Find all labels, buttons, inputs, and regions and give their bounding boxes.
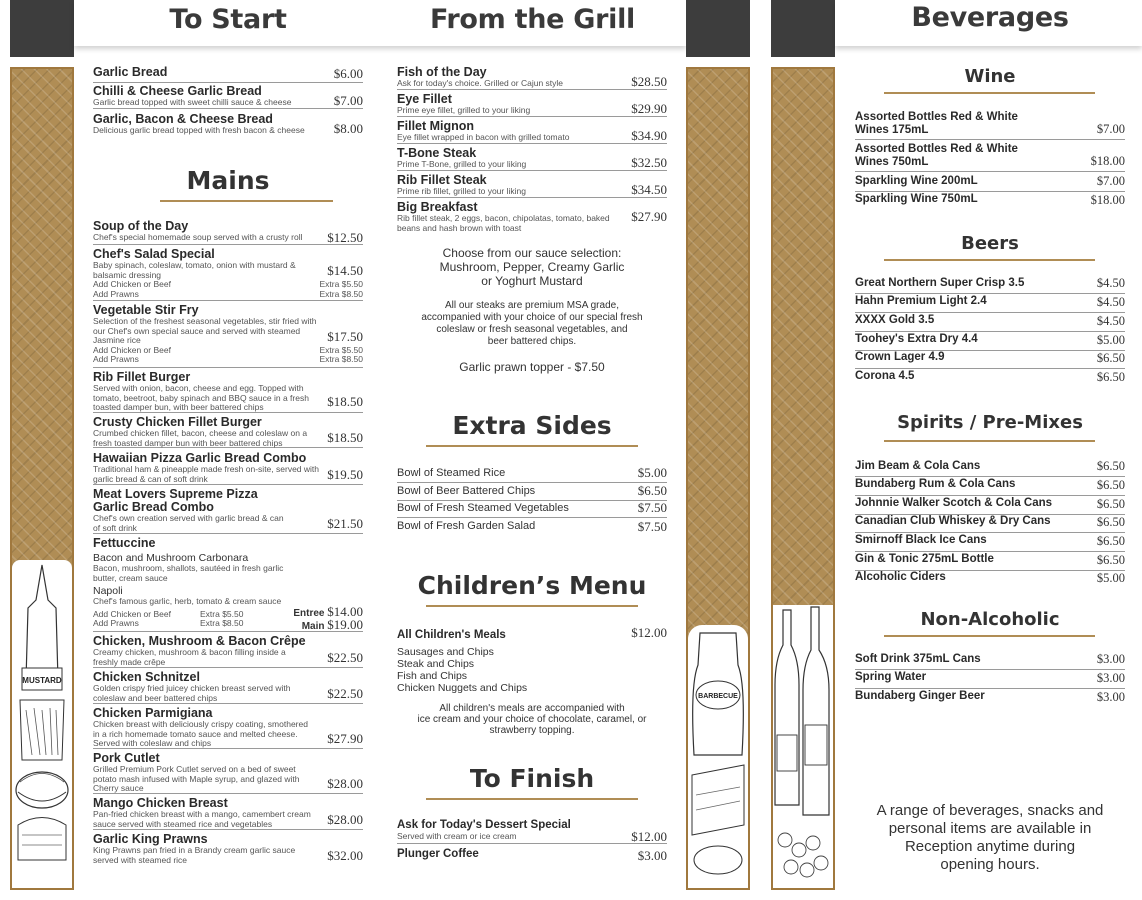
bev-name: Assorted Bottles Red & White Wines 750mL: [855, 143, 1018, 168]
item-name: Meat Lovers Supreme Pizza Garlic Bread Combo: [93, 487, 258, 514]
bev-name: Canadian Club Whiskey & Dry Cans: [855, 515, 1051, 527]
menu-item: [93, 797, 363, 830]
wine-bottles-illustration: [773, 605, 833, 888]
child-meal-item: Steak and Chips: [397, 658, 475, 670]
bev-name: Smirnoff Black Ice Cans: [855, 534, 987, 546]
child-meal-item: Sausages and Chips: [397, 646, 494, 658]
item-price: $22.50: [327, 686, 363, 701]
addon-row: Add Prawns Extra $8.50: [93, 618, 244, 628]
bev-name: Jim Beam & Cola Cans: [855, 460, 981, 472]
item-price: $3.00: [637, 848, 667, 863]
side-item: [397, 465, 667, 483]
item-price: $32.50: [631, 155, 667, 170]
side-item: [397, 518, 667, 536]
bev-price: $5.00: [1096, 571, 1125, 585]
bev-name: Bundaberg Ginger Beer: [855, 690, 985, 702]
bev-name: Sparkling Wine 750mL: [855, 193, 978, 205]
item-name: Pork Cutlet: [93, 751, 160, 765]
beer-item: [855, 295, 1125, 313]
beer-item: [855, 314, 1125, 332]
item-name: Chicken, Mushroom & Bacon Crêpe: [93, 634, 306, 648]
spirit-item: [855, 515, 1125, 533]
item-desc: Creamy chicken, mushroom & bacon filling inside a freshly made crêpe: [93, 647, 286, 667]
item-name: Fettuccine: [93, 536, 156, 550]
item-desc: Chicken breast with deliciously crispy coating, smothered in a rich homemade tomato sauce and melted cheese. Served with coleslaw and chips: [93, 719, 308, 748]
item-name: Soup of the Day: [93, 219, 189, 233]
menu-item: [93, 416, 363, 448]
wine-item: [855, 111, 1125, 140]
beers-title: Beers: [961, 233, 1019, 254]
bev-price: $3.00: [1096, 652, 1125, 666]
bbq-bottle-illustration: [688, 625, 748, 888]
svg-text:MUSTARD: MUSTARD: [22, 676, 62, 685]
mains-underline: [160, 200, 333, 202]
item-price: $8.00: [333, 121, 363, 136]
menu-item: [93, 304, 363, 368]
item-name: Mango Chicken Breast: [93, 796, 228, 810]
item-price: $21.50: [327, 516, 363, 531]
mustard-bottle-illustration: [12, 560, 72, 888]
bev-price: $7.00: [1096, 122, 1125, 136]
addon-row: Add Chicken or Beef Extra $5.50: [93, 344, 363, 355]
spirits-underline: [884, 440, 1095, 442]
menu-item: [93, 833, 363, 866]
item-price: $29.90: [631, 101, 667, 116]
bev-price: $4.50: [1096, 276, 1125, 290]
item-price: $19.50: [327, 467, 363, 482]
header-dark-block-right: [771, 0, 835, 57]
item-price: $12.00: [631, 625, 667, 640]
item-desc: Grilled Premium Pork Cutlet served on a bed of sweet potato mash infused with Maple syrup, and glazed with Cherry sauce: [93, 764, 300, 793]
item-name: Crusty Chicken Fillet Burger: [93, 415, 262, 429]
item-desc: Ask for today's choice. Grilled or Cajun style: [397, 78, 564, 88]
beverages-header: Beverages: [911, 2, 1069, 33]
spirit-item: [855, 534, 1125, 552]
bev-price: $7.00: [1096, 174, 1125, 188]
bev-name: Toohey's Extra Dry 4.4: [855, 333, 978, 345]
entree-price-row: Entree $14.00: [293, 604, 363, 619]
item-desc: Chef's famous garlic, herb, tomato & cream sauce: [93, 596, 282, 606]
side-name: Bowl of Steamed Rice: [397, 467, 506, 479]
menu-item: [93, 635, 363, 668]
non-alcoholic-title: Non-Alcoholic: [920, 609, 1060, 630]
bev-name: Alcoholic Ciders: [855, 571, 946, 583]
item-desc: Garlic bread topped with sweet chilli sauce & cheese: [93, 97, 292, 107]
non-alcoholic-underline: [884, 635, 1095, 637]
spirit-item: [855, 497, 1125, 515]
beer-item: [855, 333, 1125, 351]
steak-note: All our steaks are premium MSA grade, accompanied with your choice of our special fresh coleslaw or fresh seasonal vegetables, and beer battered chips.: [421, 300, 643, 347]
menu-item: [397, 819, 667, 844]
from-the-grill-header: From the Grill: [430, 4, 635, 35]
beer-item: [855, 277, 1125, 294]
all-childrens-meals: [397, 625, 667, 641]
item-price: $22.50: [327, 650, 363, 665]
mains-title: Mains: [186, 166, 270, 195]
item-name: Plunger Coffee: [397, 848, 479, 860]
wine-underline: [884, 92, 1095, 94]
bev-name: Johnnie Walker Scotch & Cola Cans: [855, 497, 1053, 509]
menu-item: [397, 174, 667, 198]
bev-name: Assorted Bottles Red & White Wines 175mL: [855, 111, 1018, 136]
non-alc-item: [855, 653, 1125, 670]
beers-underline: [884, 259, 1095, 261]
child-meal-item: Chicken Nuggets and Chips: [397, 682, 528, 694]
spirit-item: [855, 478, 1125, 496]
bev-name: Sparkling Wine 200mL: [855, 175, 978, 187]
menu-item: [397, 201, 667, 234]
bev-name: XXXX Gold 3.5: [855, 314, 935, 326]
item-name: Vegetable Stir Fry: [93, 303, 199, 317]
item-price: $7.00: [333, 93, 363, 108]
child-meal-item: Fish and Chips: [397, 670, 468, 682]
menu-item: [93, 220, 363, 245]
item-desc: Bacon, mushroom, shallots, sautéed in fresh garlic butter, cream sauce: [93, 563, 284, 583]
item-name: Chicken Parmigiana: [93, 706, 213, 720]
item-desc: Crumbed chicken fillet, bacon, cheese and coleslaw on a fresh toasted damper bun with beer battered chips: [93, 428, 308, 448]
menu-item: [93, 113, 363, 137]
item-desc: Served with cream or ice cream: [397, 831, 517, 841]
item-desc: Traditional ham & pineapple made fresh on-site, served with garlic bread & can of soft drink: [93, 464, 319, 484]
extra-sides-underline: [426, 445, 638, 447]
menu-item: [93, 752, 363, 794]
item-name: Eye Fillet: [397, 92, 452, 106]
wine-sketch-icon: [773, 605, 833, 888]
header-dark-block-left: [10, 0, 74, 57]
item-name: Rib Fillet Steak: [397, 173, 487, 187]
reception-note: A range of beverages, snacks and personal items are available in Reception anytime during opening hours.: [876, 802, 1104, 873]
childrens-menu-underline: [426, 605, 638, 607]
item-price: $34.90: [631, 128, 667, 143]
item-desc: King Prawns pan fried in a Brandy cream garlic sauce served with steamed rice: [93, 845, 296, 865]
bev-price: $6.50: [1096, 478, 1125, 492]
prawn-topper: Garlic prawn topper - $7.50: [459, 360, 605, 374]
item-name: Hawaiian Pizza Garlic Bread Combo: [93, 451, 307, 465]
item-name: Fillet Mignon: [397, 119, 475, 133]
beer-item: [855, 370, 1125, 387]
side-item: [397, 500, 667, 518]
side-name: Bowl of Fresh Steamed Vegetables: [397, 502, 569, 514]
item-price: $28.50: [631, 74, 667, 89]
item-price: $18.50: [327, 394, 363, 409]
spirit-item: [855, 553, 1125, 571]
spirit-item: [855, 571, 1125, 588]
fettuccine-option-2: Napoli: [93, 585, 123, 597]
bev-price: $6.50: [1096, 534, 1125, 548]
childrens-items-list: [397, 646, 667, 694]
spirits-title: Spirits / Pre-Mixes: [897, 412, 1083, 433]
item-desc: Baby spinach, coleslaw, tomato, onion with mustard & balsamic dressing: [93, 260, 296, 280]
wine-item: [855, 193, 1125, 210]
menu-item: [93, 488, 363, 534]
item-desc: Eye fillet wrapped in bacon with grilled tomato: [397, 132, 570, 142]
bev-price: $18.00: [1090, 154, 1125, 168]
bev-price: $4.50: [1096, 295, 1125, 309]
item-name: Ask for Today's Dessert Special: [397, 819, 571, 831]
bev-price: $5.00: [1096, 333, 1125, 347]
side-price: $6.50: [637, 483, 667, 498]
item-desc: Served with onion, bacon, cheese and egg. Topped with tomato, beetroot, baby spinach and BBQ sauce in a fresh toasted damper bun, with beer battered chips: [93, 383, 309, 412]
item-price: $27.90: [631, 209, 667, 224]
side-item: [397, 483, 667, 501]
beer-item: [855, 351, 1125, 369]
side-name: Bowl of Fresh Garden Salad: [397, 520, 536, 532]
addon-row: Add Prawns Extra $8.50: [93, 354, 363, 364]
item-name: T-Bone Steak: [397, 146, 477, 160]
non-alc-item: [855, 671, 1125, 689]
item-name: Garlic Bread: [93, 65, 168, 79]
menu-item: [397, 120, 667, 144]
item-name: Chilli & Cheese Garlic Bread: [93, 84, 262, 98]
bev-price: $6.50: [1096, 351, 1125, 365]
menu-item: [93, 707, 363, 749]
bev-price: $6.50: [1096, 497, 1125, 511]
menu-item: [397, 66, 667, 90]
svg-text:BARBECUE: BARBECUE: [698, 693, 738, 700]
bev-price: $6.50: [1096, 370, 1125, 384]
item-desc: Chef's own creation served with garlic bread & can of soft drink: [93, 513, 284, 533]
bev-name: Soft Drink 375mL Cans: [855, 653, 981, 665]
side-price: $5.00: [637, 465, 667, 480]
bev-price: $18.00: [1090, 193, 1125, 207]
spirit-item: [855, 460, 1125, 477]
bev-price: $3.00: [1096, 671, 1125, 685]
item-name: Rib Fillet Burger: [93, 370, 191, 384]
bev-name: Great Northern Super Crisp 3.5: [855, 277, 1025, 289]
bev-name: Hahn Premium Light 2.4: [855, 295, 987, 307]
bbq-sketch-icon: [688, 625, 748, 888]
menu-item: [93, 452, 363, 485]
side-name: Bowl of Beer Battered Chips: [397, 485, 536, 497]
item-price: $6.00: [333, 66, 363, 81]
non-alc-item: [855, 690, 1125, 707]
menu-item: [93, 85, 363, 109]
bev-name: Gin & Tonic 275mL Bottle: [855, 553, 994, 565]
item-name: Fish of the Day: [397, 65, 487, 79]
menu-item: [93, 66, 363, 83]
sauce-selection: Choose from our sauce selection: Mushroom, Pepper, Creamy Garlic or Yoghurt Mustard: [439, 246, 625, 288]
menu-item: [93, 671, 363, 704]
addon-row: Add Chicken or Beef Extra $5.50: [93, 279, 363, 289]
item-price: $34.50: [631, 182, 667, 197]
item-desc: Prime rib fillet, grilled to your liking: [397, 186, 526, 196]
wine-item: [855, 175, 1125, 192]
item-name: Chef's Salad Special: [93, 247, 215, 261]
header-dark-block-mid: [686, 0, 750, 57]
side-price: $7.50: [637, 500, 667, 515]
side-price: $7.50: [637, 519, 667, 534]
bev-price: $6.50: [1096, 553, 1125, 567]
item-price: $32.00: [327, 848, 363, 863]
extra-sides-title: Extra Sides: [452, 411, 612, 440]
item-name: Chicken Schnitzel: [93, 670, 200, 684]
wine-item: [855, 143, 1125, 172]
item-price: $14.50: [327, 263, 363, 278]
item-desc: Rib fillet steak, 2 eggs, bacon, chipolatas, tomato, baked beans and hash brown with toast: [397, 213, 610, 233]
wine-title: Wine: [964, 66, 1016, 87]
item-price: $18.50: [327, 430, 363, 445]
item-desc: Chef's special homemade soup served with a crusty roll: [93, 232, 303, 242]
fettuccine-item: [93, 537, 363, 632]
item-desc: Prime T-Bone, grilled to your liking: [397, 159, 527, 169]
item-name: All Children's Meals: [397, 629, 506, 641]
bev-name: Crown Lager 4.9: [855, 351, 945, 363]
item-price: $17.50: [327, 329, 363, 344]
main-price-row: Main $19.00: [301, 617, 363, 632]
bev-name: Bundaberg Rum & Cola Cans: [855, 478, 1016, 490]
item-name: Big Breakfast: [397, 200, 478, 214]
item-price: $28.00: [327, 812, 363, 827]
menu-item: [397, 147, 667, 171]
childrens-note: All children's meals are accompanied with ice cream and your choice of chocolate, caramel, or strawberry topping.: [417, 703, 647, 736]
bev-price: $6.50: [1096, 459, 1125, 473]
item-name: Garlic, Bacon & Cheese Bread: [93, 112, 273, 126]
fettuccine-option-1: Bacon and Mushroom Carbonara: [93, 552, 249, 564]
bev-name: Corona 4.5: [855, 370, 915, 382]
childrens-menu-title: Children’s Menu: [417, 571, 647, 600]
bev-price: $3.00: [1096, 690, 1125, 704]
item-price: $27.90: [327, 731, 363, 746]
food-sketch-icon: [12, 560, 72, 888]
menu-item: [93, 371, 363, 413]
bev-name: Spring Water: [855, 671, 927, 683]
to-start-header: To Start: [169, 4, 287, 35]
item-name: Garlic King Prawns: [93, 832, 208, 846]
bev-price: $6.50: [1096, 515, 1125, 529]
item-price: $12.50: [327, 230, 363, 245]
addon-row: Add Prawns Extra $8.50: [93, 288, 363, 299]
menu-item: [397, 93, 667, 117]
menu-item: [397, 848, 667, 865]
item-price: $28.00: [327, 776, 363, 791]
item-desc: Prime eye fillet, grilled to your liking: [397, 105, 531, 115]
item-desc: Golden crispy fried juicey chicken breast served with coleslaw and beer battered chips: [93, 683, 291, 703]
to-finish-underline: [426, 798, 638, 800]
item-desc: Pan-fried chicken breast with a mango, camembert cream sauce served with steamed rice and vegetables: [93, 809, 311, 829]
item-price: $12.00: [631, 829, 667, 844]
addon-row: Add Chicken or Beef Extra $5.50: [93, 608, 244, 619]
to-finish-title: To Finish: [469, 764, 595, 793]
menu-item: [93, 248, 363, 301]
bev-price: $4.50: [1096, 314, 1125, 328]
item-desc: Delicious garlic bread topped with fresh bacon & cheese: [93, 125, 305, 135]
item-desc: Selection of the freshest seasonal vegetables, stir fried with our Chef's own special sauce and served with steamed Jasmine rice: [93, 316, 317, 345]
